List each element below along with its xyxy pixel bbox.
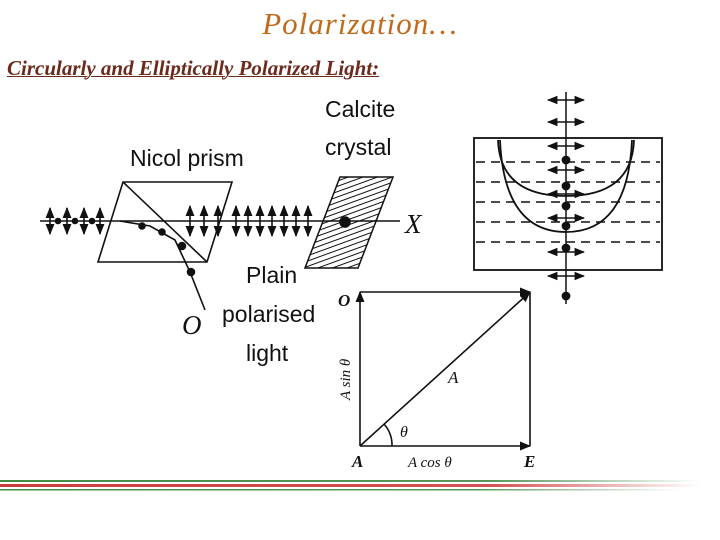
plain-label-line1: Plain — [246, 262, 298, 288]
theta-arc — [384, 424, 392, 446]
calcite-label-line1: Calcite — [325, 96, 396, 122]
theta-label: θ — [400, 424, 408, 441]
vector-o-label: O — [338, 291, 351, 310]
prism-diagonal — [123, 182, 207, 262]
plain-label-line2: polarised — [222, 301, 316, 327]
calcite-label-line2: crystal — [325, 134, 392, 160]
nicol-prism-label: Nicol prism — [130, 145, 244, 171]
a-vector-arrow — [360, 292, 530, 446]
vector-a-label: A — [448, 368, 459, 387]
unpolarised-arrows — [50, 208, 100, 234]
x-axis-label: A cos θ — [408, 455, 452, 471]
vector-a-origin-label: A — [352, 452, 364, 471]
slide-title-text: Polarization… — [262, 6, 458, 41]
wave-diagram — [474, 92, 662, 304]
vector-diagram — [360, 292, 530, 446]
slide-subtitle: Circularly and Elliptically Polarized Light: — [7, 56, 380, 80]
y-axis-label: A sin θ — [338, 358, 354, 400]
x-label: X — [405, 209, 422, 239]
o-label: O — [182, 310, 202, 340]
vector-e-label: E — [524, 452, 536, 471]
plain-label-line3: light — [246, 340, 289, 366]
footer-stripes — [0, 480, 700, 491]
